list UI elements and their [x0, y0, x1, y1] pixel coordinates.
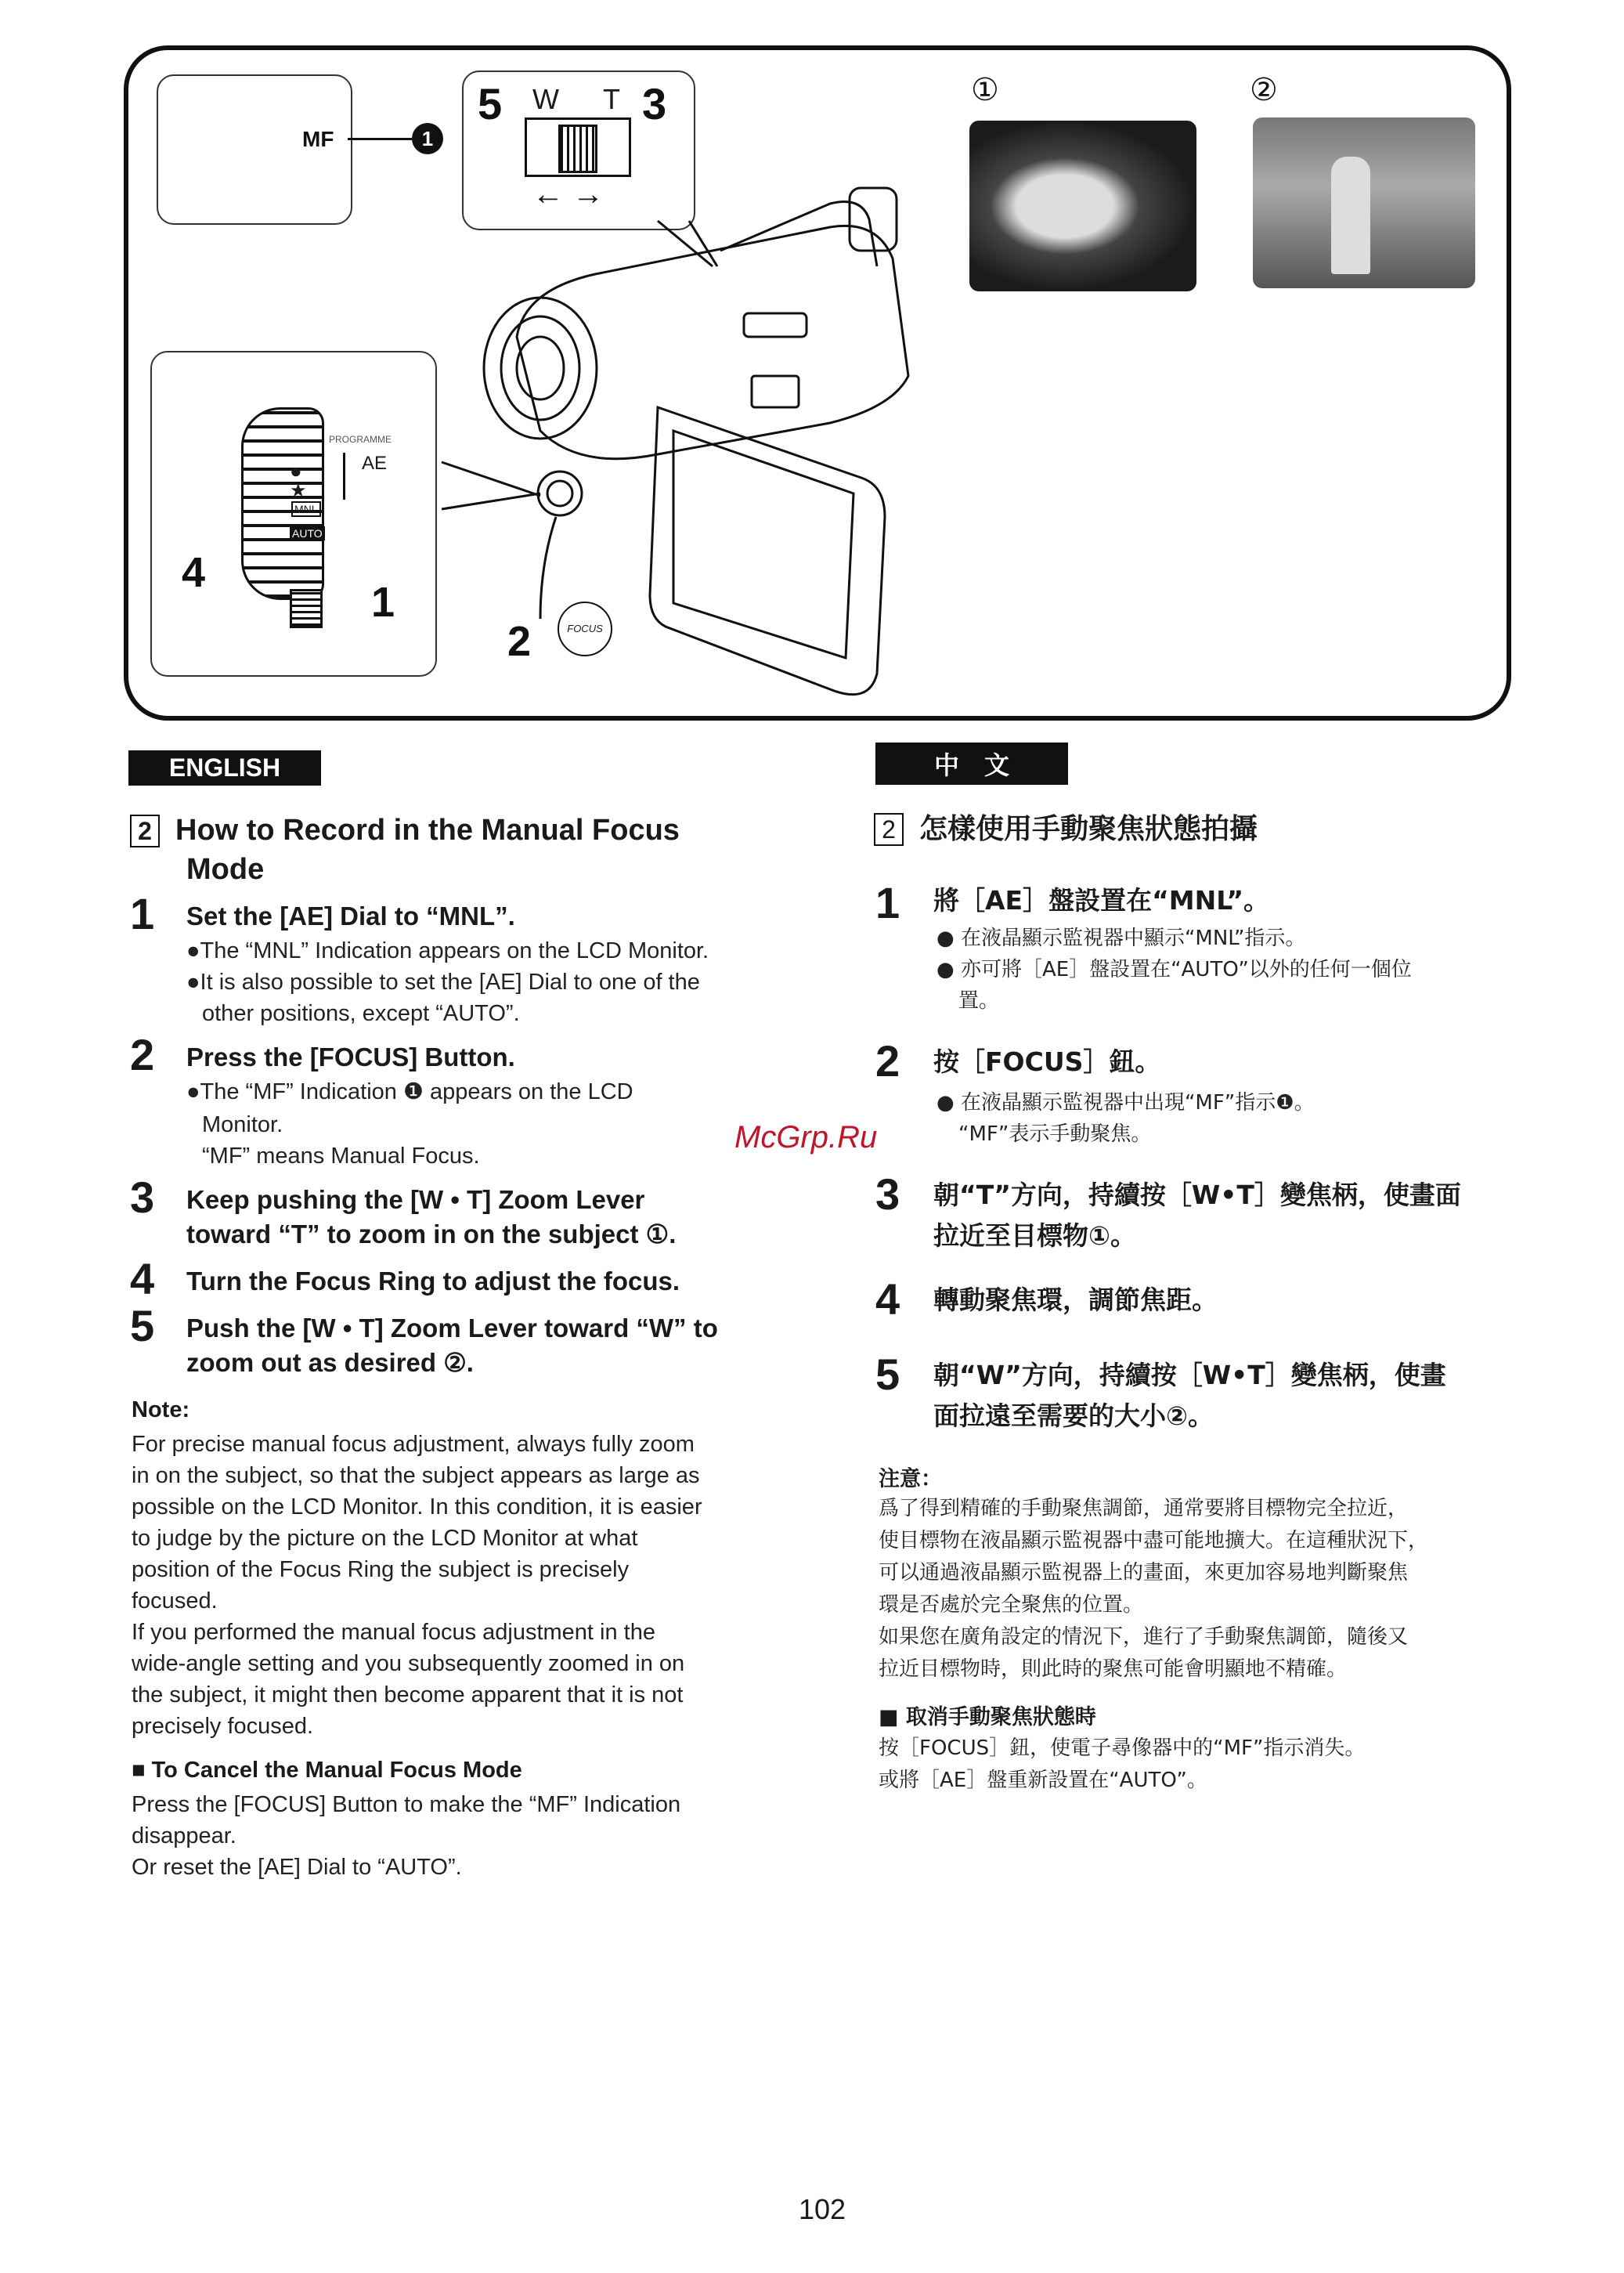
zh-note-line: 爲了得到精確的手動聚焦調節，通常要將目標物完全拉近， [879, 1497, 1409, 1520]
english-note-body [132, 1429, 702, 1742]
step-number: 1 [130, 889, 155, 938]
english-cancel-body [132, 1789, 680, 1883]
note-line: For precise manual focus adjustment, always fully zoom [132, 1432, 695, 1457]
note-line: focused. [132, 1588, 218, 1614]
step-bullet: ●The “MNL” Indication appears on the LCD Monitor. [186, 938, 709, 963]
chinese-cancel-body [879, 1733, 1365, 1797]
chinese-title [874, 807, 1258, 847]
zh-note-line: 使目標物在液晶顯示監視器中盡可能地擴大。在這種狀況下， [879, 1529, 1429, 1552]
mf-indication: MF [302, 127, 334, 151]
chinese-step-2-text: 按［FOCUS］鈕。 [933, 1046, 1161, 1077]
ae-bracket [343, 453, 345, 500]
note-line: to judge by the picture on the LCD Monitor at what [132, 1526, 638, 1551]
zh-bullet: ● 亦可將［AE］盤設置在“AUTO”以外的任何一個位 [937, 958, 1412, 981]
chinese-step-4-number: 4 [875, 1274, 900, 1324]
chinese-section-number: 2 [874, 813, 904, 846]
dial-programme-label: PROGRAMME [329, 434, 392, 445]
english-cancel-title: ■ To Cancel the Manual Focus Mode [132, 1758, 522, 1783]
step-number: 5 [130, 1301, 155, 1350]
zh-bullet: “MF”表示手動聚焦。 [958, 1122, 1152, 1146]
dial-sports-icon: ★ [290, 480, 307, 501]
zh-bullet: ● 在液晶顯示監視器中出現“MF”指示❶。 [937, 1091, 1315, 1115]
dial-base-icon [290, 589, 323, 628]
note-line: in on the subject, so that the subject appears as large as [132, 1463, 700, 1488]
english-title-line2: Mode [186, 853, 265, 886]
mf-leader-line [348, 138, 413, 140]
chinese-step-3-line1: 朝“T”方向，持續按［W•T］變焦柄，使畫面 [933, 1180, 1461, 1210]
chinese-step-1-bullets [937, 923, 1412, 1017]
note-line: position of the Focus Ring the subject is precisely [132, 1557, 630, 1582]
zoom-lever-icon [525, 117, 631, 177]
step-number: 3 [130, 1173, 155, 1222]
cancel-line: disappear. [132, 1823, 236, 1848]
step-text: Turn the Focus Ring to adjust the focus. [186, 1267, 680, 1296]
note-line: If you performed the manual focus adjustment in the [132, 1620, 655, 1645]
chinese-step-5-number: 5 [875, 1350, 900, 1399]
note-line: wide-angle setting and you subsequently zoomed in on [132, 1651, 685, 1676]
callout-4: 4 [182, 549, 206, 596]
step-bullet: “MF” means Manual Focus. [202, 1144, 480, 1169]
english-note-title: Note: [132, 1397, 190, 1422]
zh-cancel-line: 或將［AE］盤重新設置在“AUTO”。 [879, 1769, 1207, 1792]
camcorder-drawing [423, 172, 955, 705]
step-text: Keep pushing the [W • T] Zoom Lever [186, 1185, 645, 1214]
page-number: 102 [799, 2193, 846, 2225]
marker-1-icon: 1 [412, 123, 443, 154]
chinese-step-3-number: 3 [875, 1169, 900, 1219]
callout-3: 3 [642, 79, 667, 128]
lever-w-label: W [532, 83, 559, 115]
callout-1: 1 [371, 579, 395, 626]
step-text: toward “T” to zoom in on the subject ①. [186, 1220, 677, 1249]
chinese-note-title: 注意： [879, 1467, 942, 1491]
zh-note-line: 拉近目標物時，則此時的聚焦可能會明顯地不精確。 [879, 1657, 1348, 1681]
step-bullet: ●The “MF” Indication ❶ appears on the LCD [186, 1079, 633, 1104]
dial-scene-icon: ● [290, 459, 302, 482]
chinese-step-1-number: 1 [875, 878, 900, 927]
focus-button-icon: FOCUS [558, 602, 612, 656]
chinese-step-4-text: 轉動聚焦環，調節焦距。 [933, 1285, 1218, 1315]
step-number: 4 [130, 1254, 155, 1303]
cancel-line: Press the [FOCUS] Button to make the “MF” Indication [132, 1792, 681, 1817]
step-bullet: ●It is also possible to set the [AE] Dial to one of the [186, 970, 700, 995]
photo-2-label: ② [1250, 73, 1278, 107]
step-text: Set the [AE] Dial to “MNL”. [186, 902, 515, 931]
chinese-step-2-number: 2 [875, 1036, 900, 1086]
dial-mnl-position: MNL [291, 501, 321, 517]
note-line: possible on the LCD Monitor. In this condition, it is easier [132, 1494, 702, 1520]
zh-bullet: 置。 [958, 989, 1000, 1013]
chinese-note-body [879, 1493, 1428, 1686]
lever-arrows-icon: ← → [532, 177, 604, 211]
english-section-number: 2 [130, 815, 160, 847]
callout-2: 2 [507, 618, 532, 665]
zh-bullet: ● 在液晶顯示監視器中顯示“MNL”指示。 [937, 927, 1306, 950]
english-title-line1: How to Record in the Manual Focus [175, 814, 680, 847]
chinese-step-1-text: 將［AE］盤設置在“MNL”。 [933, 885, 1270, 916]
cancel-line: Or reset the [AE] Dial to “AUTO”. [132, 1855, 462, 1880]
zh-note-line: 環是否處於完全聚焦的位置。 [879, 1593, 1144, 1617]
lever-t-label: T [603, 83, 620, 115]
dial-ae-label: AE [362, 453, 388, 474]
english-title [130, 811, 680, 849]
chinese-step-3-line2: 拉近至目標物①。 [933, 1220, 1136, 1251]
chinese-step-2-bullets [937, 1087, 1315, 1150]
step-bullet: other positions, except “AUTO”. [202, 1001, 520, 1026]
photo-zoomed-in [969, 121, 1196, 291]
chinese-step-5-line1: 朝“W”方向，持續按［W•T］變焦柄，使畫 [933, 1360, 1446, 1390]
chinese-step-5-line2: 面拉遠至需要的大小②。 [933, 1400, 1214, 1431]
photo-1-label: ① [971, 73, 999, 107]
zh-note-line: 如果您在廣角設定的情況下，進行了手動聚焦調節，隨後又 [879, 1625, 1409, 1649]
zh-cancel-line: 按［FOCUS］鈕，使電子尋像器中的“MF”指示消失。 [879, 1736, 1366, 1760]
photo-zoomed-out [1253, 117, 1475, 288]
step-number: 2 [130, 1030, 155, 1079]
note-line: precisely focused. [132, 1714, 314, 1739]
step-text: Press the [FOCUS] Button. [186, 1043, 515, 1071]
chinese-cancel-title: ■ 取消手動聚焦狀態時 [879, 1705, 1096, 1729]
watermark: McGrp.Ru [734, 1120, 878, 1155]
chinese-section-badge: 中 文 [875, 743, 1068, 785]
zh-note-line: 可以通過液晶顯示監視器上的畫面，來更加容易地判斷聚焦 [879, 1561, 1409, 1585]
step-bullet: Monitor. [202, 1112, 283, 1137]
dial-auto-position: AUTO [290, 526, 325, 540]
step-text: zoom out as desired ②. [186, 1348, 474, 1377]
chinese-title-text: 怎樣使用手動聚焦狀態拍攝 [919, 813, 1258, 845]
callout-5: 5 [478, 79, 503, 128]
step-text: Push the [W • T] Zoom Lever toward “W” to [186, 1314, 718, 1342]
note-line: the subject, it might then become apparent that it is not [132, 1682, 684, 1707]
english-section-badge: ENGLISH [128, 750, 321, 786]
